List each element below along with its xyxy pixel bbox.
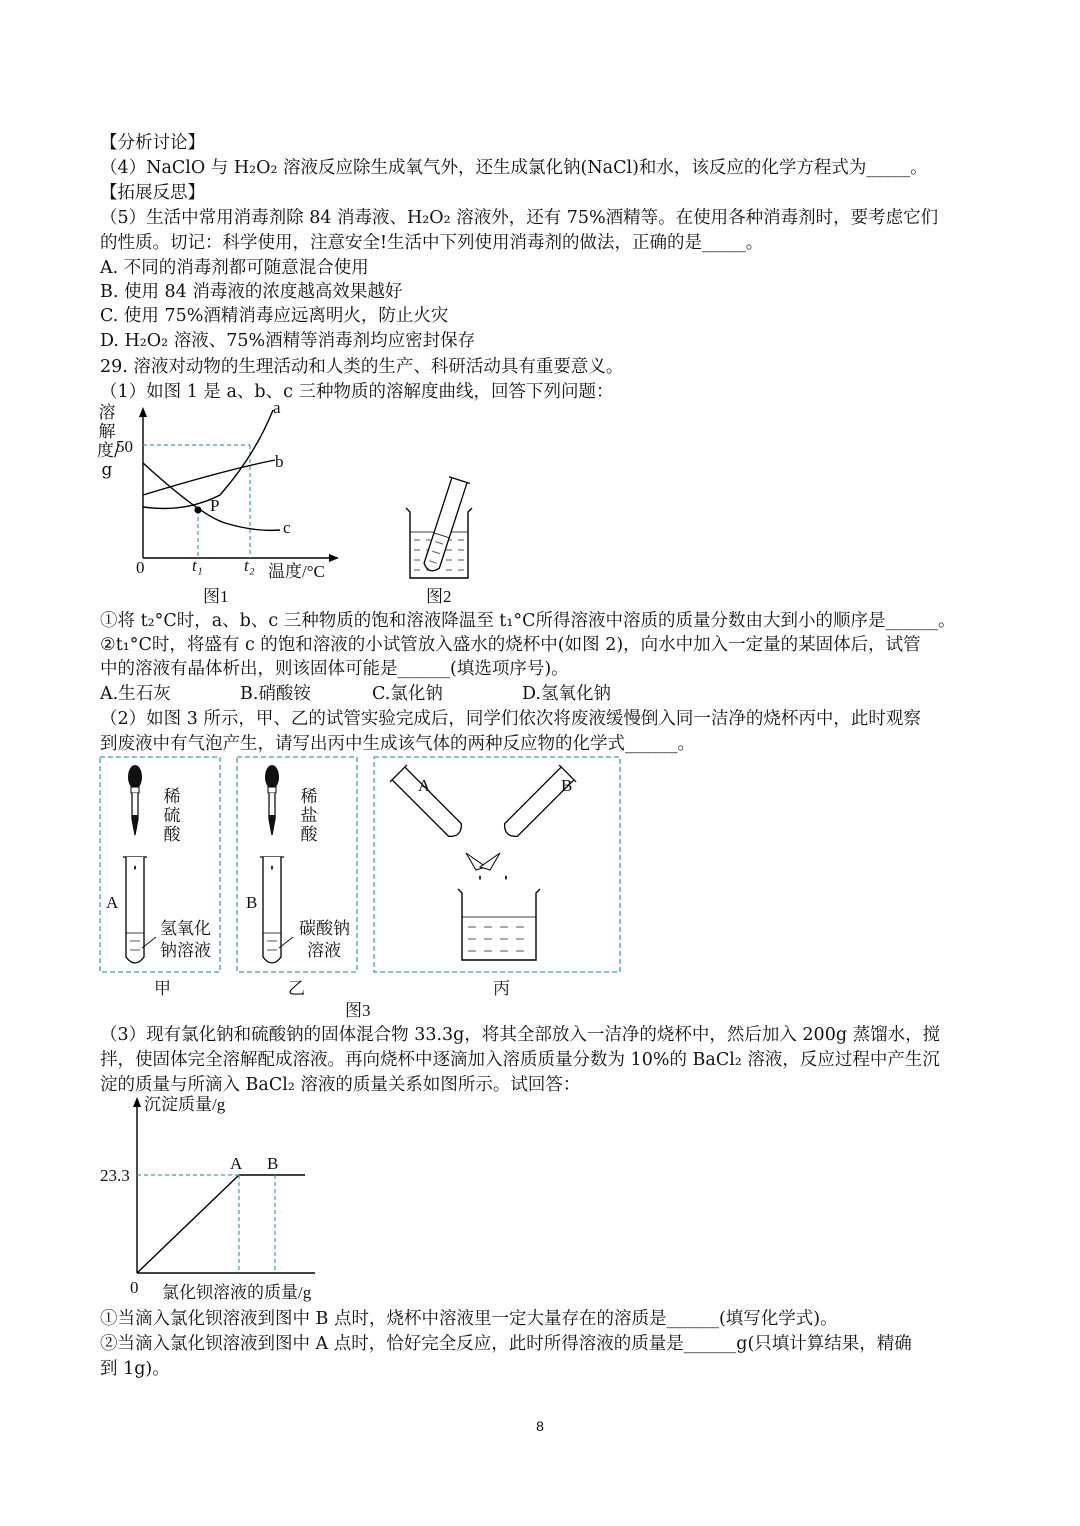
bing-beaker (458, 889, 540, 960)
fig1-origin: 0 (136, 558, 145, 577)
q29-3-line1: （3）现有氯化钠和硫酸钠的固体混合物 33.3g，将其全部放入一洁净的烧杯中，然后加入 200g 蒸馏水，搅 (100, 1025, 941, 1045)
q29-1-option-b: B.硝酸铵 (240, 684, 311, 704)
fig3-yi-solution-2: 溶液 (307, 941, 341, 960)
q5-option-b: B. 使用 84 消毒液的浓度越高效果越好 (100, 282, 403, 302)
yi-test-tube (260, 857, 293, 963)
fig3-yi-reagent: 稀盐酸 (300, 787, 318, 845)
q29-3-line2: 拌，使固体完全溶解配成溶液。再向烧杯中逐滴加入溶质质量分数为 10%的 BaCl₂ 溶液，反应过程中产生沉 (100, 1050, 940, 1070)
question-5-line1: （5）生活中常用消毒剂除 84 消毒液、H₂O₂ 溶液外，还有 75%酒精等。在使用各种消毒剂时，要考虑它们 (100, 208, 939, 228)
fig1-point-p (195, 507, 202, 514)
fig1-t1: t₁ (192, 556, 203, 575)
expand-heading: 【拓展反思】 (100, 183, 205, 203)
fig1-curve-a (143, 410, 273, 509)
fig3-yi-solution-1: 碳酸钠 (299, 919, 350, 938)
fig4-plot (125, 1092, 325, 1292)
q29-1-part-b-line1: ②t₁°C时，将盛有 c 的饱和溶液的小试管放入盛水的烧杯中(如图 2)，向水中加入一定量的某固体后，试管 (100, 635, 921, 655)
fig4-point-a: A (230, 1154, 243, 1173)
fig1-curve-c-label: c (283, 518, 291, 537)
fig1-curve-b (143, 460, 275, 495)
jia-test-tube (123, 857, 156, 963)
q29-1-options (100, 682, 611, 706)
fig4-point-b: B (267, 1154, 279, 1173)
fig3-jia-tube-label: A (106, 893, 119, 912)
fig1-curve-b-label: b (275, 452, 284, 471)
yi-dropper (265, 765, 279, 835)
fig2-caption: 图2 (426, 587, 452, 606)
fig3-jia-solution-1: 氢氧化 (160, 919, 211, 938)
question-29: 29. 溶液对动物的生理活动和人类的生产、科研活动具有重要意义。 (100, 357, 624, 377)
fig3-label-yi: 乙 (288, 979, 305, 998)
q29-2-line2: 到废液中有气泡产生，请写出丙中生成该气体的两种反应物的化学式______。 (100, 734, 695, 754)
q5-option-d: D. H₂O₂ 溶液、75%酒精等消毒剂均应密封保存 (100, 331, 476, 351)
fig1-ylabel: 溶解度/g (97, 403, 120, 480)
fig3-bing-b-label: B (561, 776, 573, 795)
fig3-label-jia: 甲 (154, 979, 171, 998)
question-5-line2: 的性质。切记：科学使用，注意安全!生活中下列使用消毒剂的做法，正确的是_____。 (100, 233, 764, 253)
question-4: （4）NaClO 与 H₂O₂ 溶液反应除生成氧气外，还生成氯化钠(NaCl)和水，该反应的化学方程式为_____。 (100, 158, 928, 178)
fig1-point-p-label: P (210, 496, 220, 515)
jia-dropper (128, 765, 142, 835)
q29-1-option-a: A.生石灰 (100, 684, 171, 704)
analysis-heading: 【分析讨论】 (100, 133, 205, 153)
q29-1-part-b-line2: 中的溶液有晶体析出，则该固体可能是______(填选项序号)。 (100, 659, 569, 679)
q29-2-line1: （2）如图 3 所示，甲、乙的试管实验完成后，同学们依次将废液缓慢倒入同一洁净的烧杯丙中，此时观察 (100, 709, 921, 729)
fig1-caption: 图1 (203, 587, 229, 606)
fig1-plot (125, 395, 345, 585)
q29-3-line3: 淀的质量与所滴入 BaCl₂ 溶液的质量关系如图所示。试回答： (100, 1075, 581, 1095)
page-number: 8 (536, 1418, 544, 1434)
fig4-rising-line (137, 1175, 239, 1273)
fig3-bing-a-label: A (418, 776, 431, 795)
q29-1-option-d: D.氢氧化钠 (522, 684, 611, 704)
fig4-ylabel: 沉淀质量/g (144, 1095, 226, 1114)
fig4-y-value: 23.3 (100, 1166, 130, 1185)
q29-1-option-c: C.氯化钠 (372, 684, 443, 704)
fig4-xlabel: 氯化钡溶液的质量/g (162, 1283, 312, 1302)
question-29-1: （1）如图 1 是 a、b、c 三种物质的溶解度曲线，回答下列问题： (100, 382, 614, 402)
q29-1-part-a: ①将 t₂°C时，a、b、c 三种物质的饱和溶液降温至 t₁°C所得溶液中溶质的质量分数由大到小的顺序是______。 (100, 611, 956, 631)
fig3-jia-reagent: 稀硫酸 (163, 787, 181, 845)
fig4-origin: 0 (130, 1278, 139, 1297)
fig1-xlabel: 温度/°C (268, 562, 325, 581)
fig3-label-bing: 丙 (493, 979, 510, 998)
fig2-beaker (400, 478, 480, 598)
fig1-y-tick-50: 50 (116, 437, 133, 456)
q29-3-part-a: ①当滴入氯化钡溶液到图中 B 点时，烧杯中溶液里一定大量存在的溶质是______(填写化学式)。 (100, 1309, 838, 1329)
fig1-curve-c (143, 463, 280, 530)
q5-option-c: C. 使用 75%酒精消毒应远离明火，防止火灾 (100, 306, 449, 326)
q29-3-part-b-line2: 到 1g)。 (100, 1359, 170, 1379)
fig3-jia-solution-2: 钠溶液 (160, 941, 211, 960)
q29-3-part-b-line1: ②当滴入氯化钡溶液到图中 A 点时，恰好完全反应，此时所得溶液的质量是______g(只填计算结果，精确 (100, 1334, 912, 1354)
fig3-yi-tube-label: B (246, 893, 258, 912)
fig1-t2: t₂ (244, 556, 255, 575)
fig3-caption: 图3 (345, 1001, 371, 1020)
fig1-curve-a-label: a (273, 398, 281, 417)
q5-option-a: A. 不同的消毒剂都可随意混合使用 (100, 258, 369, 278)
